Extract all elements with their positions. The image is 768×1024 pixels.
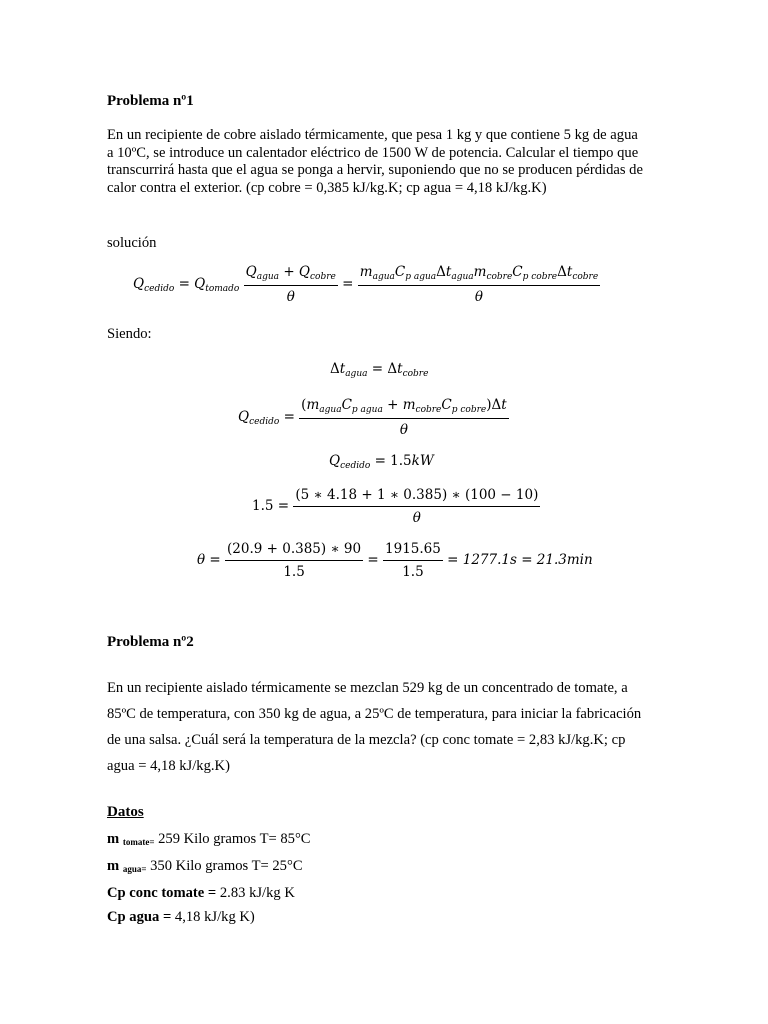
statement-line: calor contra el exterior. (cp cobre = 0,385 kJ/kg.K; cp agua = 4,18 kJ/kg.K) [107,179,547,196]
equation-delta-t: $\Delta t_{agua} = \Delta t_{cobre}$ [330,361,429,379]
equation-q-cedido: $Q_{cedido}$ = $\frac{(m_{agua}C_{p agua} + m_{cobre}C_{p cobre})\Delta t}{\theta}$ [238,397,507,438]
eq5-numerator: (5 ∗ 4.18 + 1 ∗ 0.385) ∗ (100 − 10) [293,487,540,507]
datos-title: Datos [107,804,144,820]
eq5-lhs: 1.5 [252,498,274,514]
siendo-label: Siendo: [107,326,152,342]
equation-substitution: 1.5 = $\frac{(5 ∗ 4.18 + 1 ∗ 0.385) ∗ (100 - 10)}{\theta}$ [252,487,539,526]
problem1-title: Problema nº1 [107,93,194,109]
data-line-cp-tomate: Cp conc tomate = 2.83 kJ/kg K [107,885,295,901]
eq6-numerator-1: (20.9 + 0.385) ∗ 90 [225,541,363,561]
problem2-title: Problema nº2 [107,634,194,650]
statement-line: En un recipiente aislado térmicamente se mezclan 529 kg de un concentrado de tomate, a [107,680,628,696]
data-line-m-agua: m $_{agua=}$ 350 Kilo gramos T= 25°C [107,858,303,874]
data-list [107,827,311,929]
equation-q-value: $Q_{cedido} = 1.5kW$ [329,453,434,471]
solution-label: solución [107,235,157,251]
q-value: 1.5 [390,453,412,469]
statement-line: de una salsa. ¿Cuál será la temperatura de la mezcla? (cp conc tomate = 2,83 kJ/kg.K; cp [107,732,626,748]
problem2-statement [107,675,691,779]
data-line-m-tomate: m $_{tomate=}$ 259 Kilo gramos T= 85°C [107,831,311,847]
eq6-result: = 1277.1s = 21.3min [447,552,593,568]
eq6-numerator-2: 1915.65 [383,541,443,561]
equation-heat-balance: $Q_{cedido} = Q_{tomado}$ $\frac{Q_{agua} + Q_{cobre}}{\theta}$ = $\frac{m_{agua}C_{p agua}\Delta t_{agua}m_{cobre}C_{p cobre}\Delta t_{cobre}}{\theta}$ [133,264,599,305]
statement-line: En un recipiente de cobre aislado térmicamente, que pesa 1 kg y que contiene 5 kg de agua [107,127,638,143]
problem1-statement [107,127,667,197]
equation-theta-result: θ = $\frac{(20.9 + 0.385) ∗ 90}{1.5}$ = $\frac{1915.65}{1.5}$ = 1277.1s = 21.3min [197,541,593,580]
statement-line: agua = 4,18 kJ/kg.K) [107,758,230,774]
statement-line: a 10ºC, se introduce un calentador eléctrico de 1500 W de potencia. Calcular el tiempo que [107,144,639,161]
statement-line: 85ºC de temperatura, con 350 kg de agua, a 25ºC de temperatura, para iniciar la fabricación [107,706,642,722]
eq6-denominator-2: 1.5 [402,564,424,580]
data-line-cp-agua: Cp agua = 4,18 kJ/kg K) [107,909,255,925]
eq6-denominator-1: 1.5 [283,564,305,580]
statement-line: transcurrirá hasta que el agua se ponga a hervir, suponiendo que no se producen pérdidas de [107,162,643,179]
